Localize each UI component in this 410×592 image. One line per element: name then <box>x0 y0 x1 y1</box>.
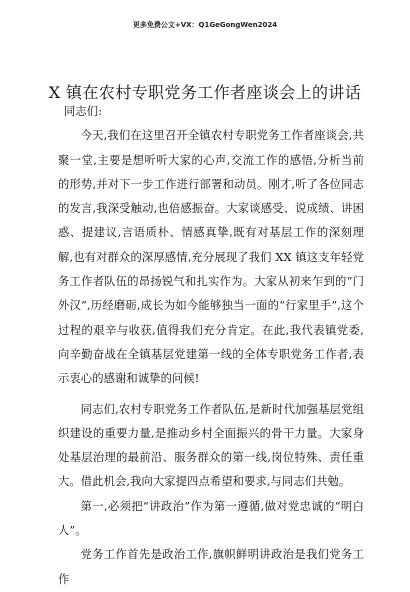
header-note: 更多免费公文+VX：Q1GeGongWen2024 <box>132 21 278 29</box>
paragraph-4: 党务工作首先是政治工作,旗帜鲜明讲政治是我们党务工作 <box>58 548 364 586</box>
greeting: 同志们: <box>64 105 103 118</box>
document-title: X 镇在农村专职党务工作者座谈会上的讲话 <box>48 83 362 102</box>
paragraph-2: 同志们,农村专职党务工作者队伍,是新时代加强基层党组织建设的重要力量,是推动乡村全面振兴的骨干力量。大家身处基层治理的最前沿、服务群众的第一线,岗位特殊、责任重大。借此机会,我向大家提四点希望和要求,与同志们共勉。 <box>58 402 364 489</box>
paragraph-3: 第一,必须把“讲政治”作为第一遵循,做对党忠诚的“明白人”。 <box>58 499 364 538</box>
paragraph-1: 今天,我们在这里召开全镇农村专职党务工作者座谈会,共聚一堂,主要是想听听大家的心声,交流工作的感悟,分析当前的形势,并对下一步工作进行部署和动员。刚才,听了各位同志的发言,我深受触动,也倍感振奋。大家谈感受、说成绩、讲困惑、提建议,言语质朴、情感真挚,既有对基层工作的深刻理解,也有对群众的深厚感情,充分展现了我们 XX 镇这支年轻党务工作者队伍的昂扬锐气和扎实作为。大家从初来乍到的“门外汉”,历经磨砺,成长为如今能够独当一面的“行家里手”,这个过程的艰辛与收获,值得我们充分肯定。在此,我代表镇党委,向辛勤奋战在全镇基层党建第一线的全体专职党务工作者,表示衷心的感谢和诚挚的问候! <box>58 129 364 386</box>
document-body <box>58 100 364 592</box>
